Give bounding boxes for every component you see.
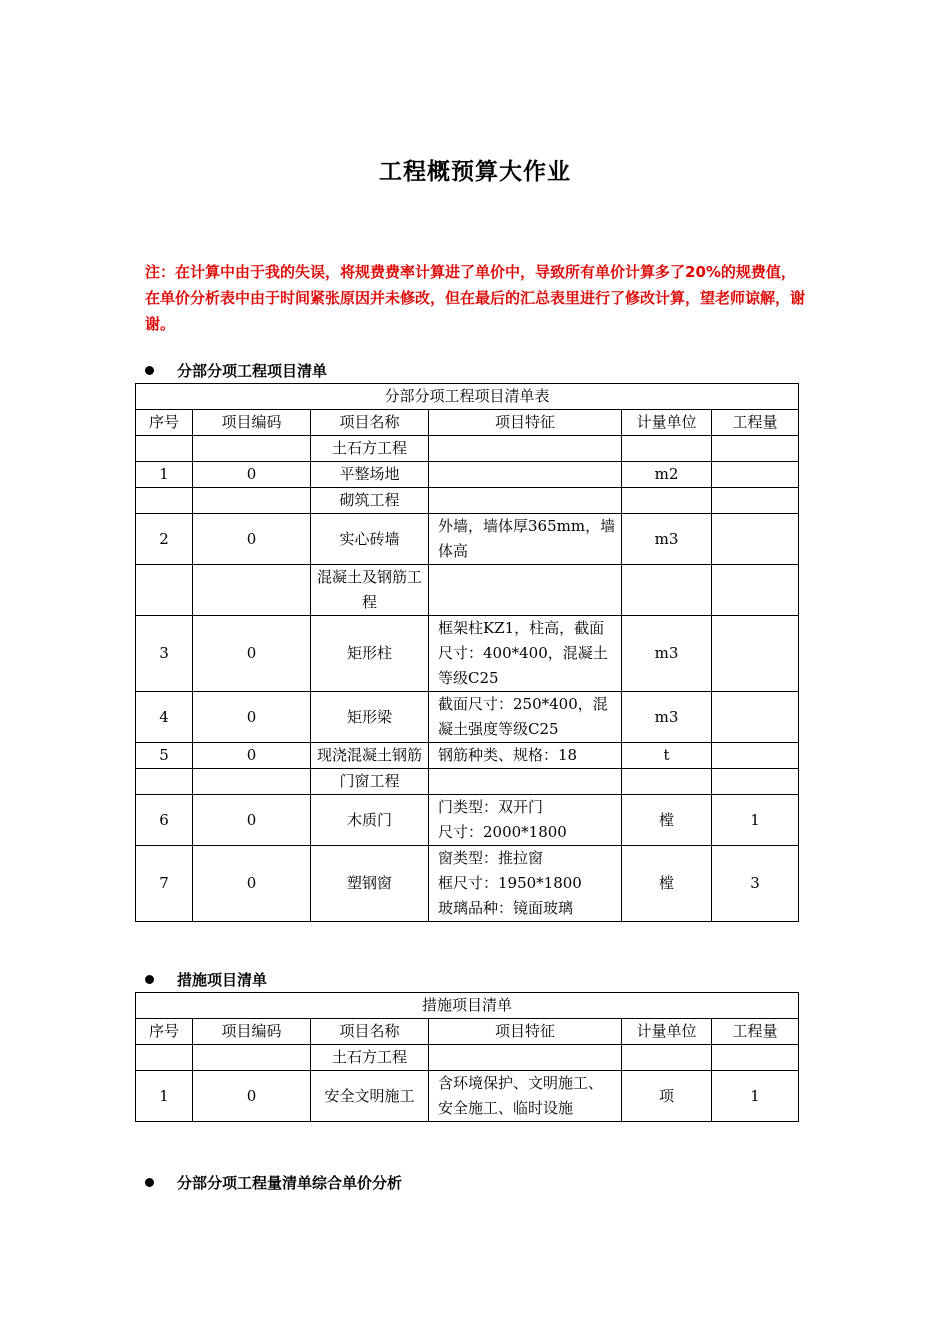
table-cell — [136, 769, 193, 795]
bullet-icon — [145, 1178, 154, 1187]
column-header: 序号 — [136, 410, 193, 436]
column-header: 项目名称 — [311, 410, 429, 436]
table-cell: 5 — [136, 743, 193, 769]
table-cell: 实心砖墙 — [311, 514, 429, 565]
table-cell: 框架柱KZ1，柱高，截面尺寸：400*400，混凝土等级C25 — [429, 616, 622, 692]
table-cell — [193, 769, 311, 795]
table-cell — [429, 565, 622, 616]
table-row — [136, 462, 799, 488]
table-row — [136, 795, 799, 846]
table-cell: 砌筑工程 — [311, 488, 429, 514]
table-cell: 0 — [193, 514, 311, 565]
table-cell — [136, 565, 193, 616]
table-cell: 矩形梁 — [311, 692, 429, 743]
table-cell: 1 — [136, 462, 193, 488]
table-cell — [429, 1045, 622, 1071]
table-cell — [712, 1045, 799, 1071]
table-row — [136, 846, 799, 922]
section-heading-2 — [145, 968, 267, 990]
column-header: 项目编码 — [193, 410, 311, 436]
column-header: 计量单位 — [622, 410, 712, 436]
table-cell — [136, 436, 193, 462]
column-header: 项目特征 — [429, 410, 622, 436]
bullet-icon — [145, 975, 154, 984]
table-cell: m2 — [622, 462, 712, 488]
table-body — [136, 993, 799, 1122]
table-cell: 0 — [193, 692, 311, 743]
column-header: 工程量 — [712, 410, 799, 436]
page-title: 工程概预算大作业 — [379, 159, 571, 185]
table-cell: 0 — [193, 462, 311, 488]
table-row — [136, 436, 799, 462]
section-heading-1 — [145, 359, 327, 381]
note-paragraph: 注：在计算中由于我的失误，将规费费率计算进了单价中，导致所有单价计算多了20%的规费值，在单价分析表中由于时间紧张原因并未修改，但在最后的汇总表里进行了修改计算，望老师谅解，谢谢。 — [145, 263, 806, 333]
table-title: 分部分项工程项目清单表 — [136, 384, 799, 410]
section-heading-3 — [145, 1171, 402, 1193]
table-cell — [429, 462, 622, 488]
column-header: 项目编码 — [193, 1019, 311, 1045]
table-title-row — [136, 384, 799, 410]
table-cell — [712, 436, 799, 462]
table-cell — [429, 436, 622, 462]
table-cell: 7 — [136, 846, 193, 922]
table-body — [136, 384, 799, 922]
table-cell: 现浇混凝土钢筋 — [311, 743, 429, 769]
table-cell: 塑钢窗 — [311, 846, 429, 922]
column-header: 工程量 — [712, 1019, 799, 1045]
column-header: 序号 — [136, 1019, 193, 1045]
table-row — [136, 743, 799, 769]
table-row — [136, 565, 799, 616]
table-row — [136, 769, 799, 795]
table-cell — [622, 1045, 712, 1071]
table-cell — [622, 565, 712, 616]
table-cell: 钢筋种类、规格：18 — [429, 743, 622, 769]
table-row — [136, 1071, 799, 1122]
table-title-row — [136, 993, 799, 1019]
table-cell: 3 — [136, 616, 193, 692]
table-title: 措施项目清单 — [136, 993, 799, 1019]
table-cell — [429, 488, 622, 514]
table-cell: 2 — [136, 514, 193, 565]
column-header: 项目特征 — [429, 1019, 622, 1045]
table-cell: m3 — [622, 616, 712, 692]
table-cell: 1 — [136, 1071, 193, 1122]
table-row — [136, 616, 799, 692]
table-cell: 土石方工程 — [311, 436, 429, 462]
table-cell: t — [622, 743, 712, 769]
table-cell: 外墙，墙体厚365mm，墙体高 — [429, 514, 622, 565]
header-row — [136, 1019, 799, 1045]
table-cell: 门类型：双开门 尺寸：2000*1800 — [429, 795, 622, 846]
table-row — [136, 488, 799, 514]
table-cell — [136, 1045, 193, 1071]
project-list-table — [135, 383, 799, 922]
column-header: 项目名称 — [311, 1019, 429, 1045]
table-cell: 1 — [712, 795, 799, 846]
table-cell — [712, 514, 799, 565]
table-cell: 0 — [193, 616, 311, 692]
table-cell: 混凝土及钢筋工程 — [311, 565, 429, 616]
table-cell — [193, 1045, 311, 1071]
table-cell — [622, 488, 712, 514]
table-cell: 项 — [622, 1071, 712, 1122]
section-heading-label: 分部分项工程项目清单 — [177, 361, 328, 380]
bullet-icon — [145, 366, 154, 375]
table-row — [136, 692, 799, 743]
table-cell — [712, 565, 799, 616]
table-cell — [193, 488, 311, 514]
table-cell: 0 — [193, 795, 311, 846]
table-cell — [712, 616, 799, 692]
header-row — [136, 410, 799, 436]
table-cell — [712, 692, 799, 743]
table-cell: 樘 — [622, 795, 712, 846]
measures-list-table — [135, 992, 799, 1122]
table-cell: 0 — [193, 846, 311, 922]
table-cell: 0 — [193, 743, 311, 769]
table-cell: 截面尺寸：250*400，混凝土强度等级C25 — [429, 692, 622, 743]
table-cell — [193, 565, 311, 616]
table-cell: 矩形柱 — [311, 616, 429, 692]
table-cell: 3 — [712, 846, 799, 922]
table-cell — [712, 769, 799, 795]
table-cell — [712, 488, 799, 514]
table-cell — [136, 488, 193, 514]
table-cell: 门窗工程 — [311, 769, 429, 795]
table-cell: 含环境保护、文明施工、安全施工、临时设施 — [429, 1071, 622, 1122]
table-cell: 樘 — [622, 846, 712, 922]
table-cell: 安全文明施工 — [311, 1071, 429, 1122]
table-cell: 6 — [136, 795, 193, 846]
table-cell: 0 — [193, 1071, 311, 1122]
table-cell — [193, 436, 311, 462]
table-cell — [622, 769, 712, 795]
section-heading-label: 措施项目清单 — [177, 970, 268, 989]
table-cell: 木质门 — [311, 795, 429, 846]
table-cell: m3 — [622, 514, 712, 565]
table-row — [136, 1045, 799, 1071]
table-cell — [429, 769, 622, 795]
table-cell — [712, 462, 799, 488]
table-cell: 土石方工程 — [311, 1045, 429, 1071]
table-cell: 窗类型：推拉窗 框尺寸：1950*1800 玻璃品种：镜面玻璃 — [429, 846, 622, 922]
section-heading-label: 分部分项工程量清单综合单价分析 — [177, 1173, 403, 1192]
table-cell — [712, 743, 799, 769]
column-header: 计量单位 — [622, 1019, 712, 1045]
table-cell: 平整场地 — [311, 462, 429, 488]
table-row — [136, 514, 799, 565]
table-cell — [622, 436, 712, 462]
table-cell: 4 — [136, 692, 193, 743]
table-cell: m3 — [622, 692, 712, 743]
table-cell: 1 — [712, 1071, 799, 1122]
